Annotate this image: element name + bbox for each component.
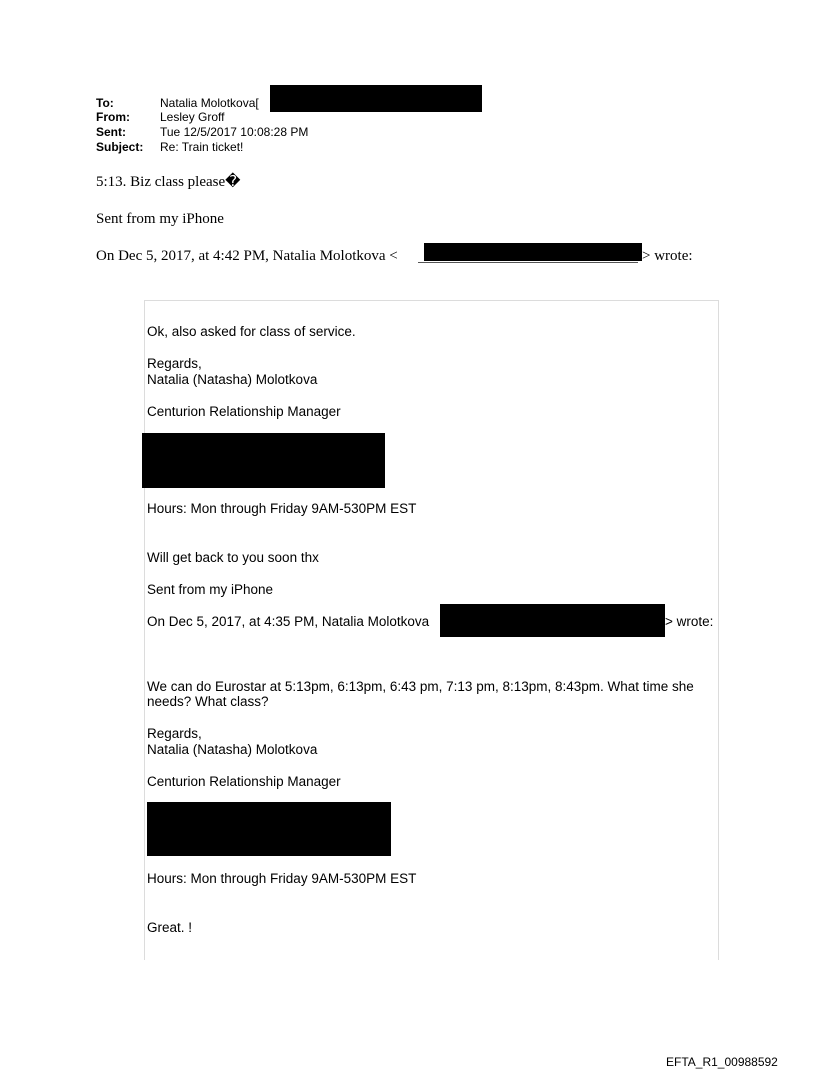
quoted-msg2-intro-prefix: On Dec 5, 2017, at 4:35 PM, Natalia Molotkova xyxy=(147,614,430,629)
to-value: Natalia Molotkova[ xyxy=(160,96,259,110)
signature-hours: Hours: Mon through Friday 9AM-530PM EST xyxy=(147,871,417,886)
redaction-box xyxy=(440,604,665,637)
signature-title: Centurion Relationship Manager xyxy=(147,404,341,419)
sent-label: Sent: xyxy=(96,125,126,139)
sent-value: Tue 12/5/2017 10:08:28 PM xyxy=(160,125,309,139)
to-row xyxy=(96,97,114,109)
signature-name: Natalia (Natasha) Molotkova xyxy=(147,372,318,387)
from-label: From: xyxy=(96,110,130,124)
reply-line: 5:13. Biz class please� xyxy=(96,174,241,190)
signature-title: Centurion Relationship Manager xyxy=(147,774,341,789)
signature-regards: Regards, xyxy=(147,726,202,741)
sent-from-iphone: Sent from my iPhone xyxy=(96,211,224,227)
reply-intro-prefix: On Dec 5, 2017, at 4:42 PM, Natalia Molotkova < xyxy=(96,248,398,264)
redaction-box xyxy=(270,85,482,112)
quoted-msg3-line2: needs? What class? xyxy=(147,694,269,709)
subject-label: Subject: xyxy=(96,140,144,154)
subject-value: Re: Train ticket! xyxy=(160,140,244,154)
redaction-box xyxy=(147,802,391,856)
redacted-email-underline xyxy=(418,262,638,263)
from-value: Lesley Groff xyxy=(160,110,225,124)
redaction-box xyxy=(424,243,642,261)
reply-intro-suffix: > wrote: xyxy=(642,248,693,264)
redaction-box xyxy=(142,433,385,488)
quoted-msg3-line1: We can do Eurostar at 5:13pm, 6:13pm, 6:43 pm, 7:13 pm, 8:13pm, 8:43pm. What time she xyxy=(147,679,694,694)
bates-number: EFTA_R1_00988592 xyxy=(666,1055,778,1069)
quoted-msg2-intro-suffix: > wrote: xyxy=(665,614,714,629)
signature-hours: Hours: Mon through Friday 9AM-530PM EST xyxy=(147,501,417,516)
signature-name: Natalia (Natasha) Molotkova xyxy=(147,742,318,757)
quoted-msg2-text: Will get back to you soon thx xyxy=(147,550,319,565)
quoted-msg4-text: Great. ! xyxy=(147,920,193,935)
quoted-msg1-text: Ok, also asked for class of service. xyxy=(147,324,356,339)
to-label: To: xyxy=(96,96,114,110)
signature-regards: Regards, xyxy=(147,356,202,371)
quoted-sent-from-iphone: Sent from my iPhone xyxy=(147,582,274,597)
